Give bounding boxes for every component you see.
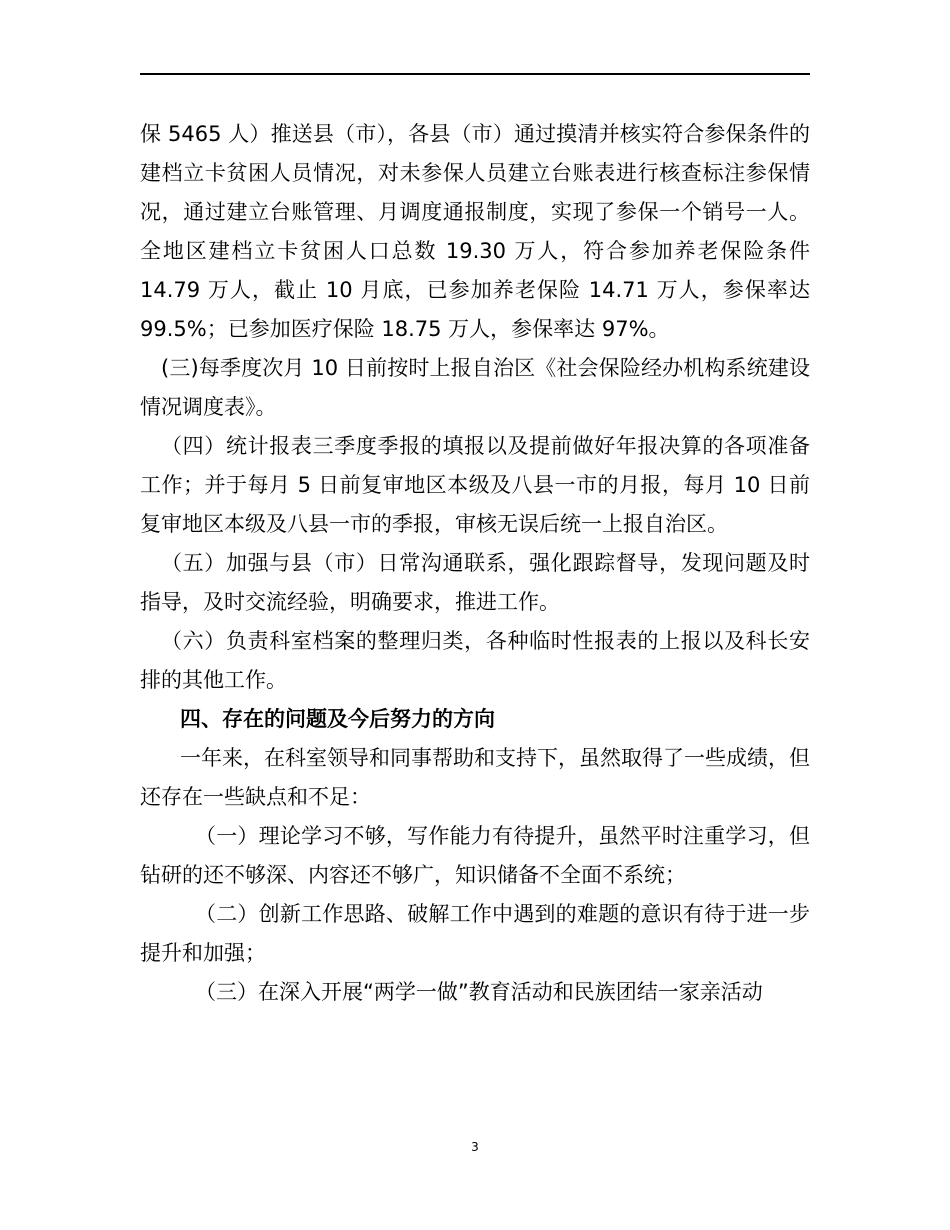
paragraph-enrollment-stats: 保 5465 人）推送县（市），各县（市）通过摸清并核实符合参保条件的建档立卡贫困人员情况，对未参保人员建立台账表进行核查标注参保情况，通过建立台账管理、月调度通报制度，实现了参保一个销号一人。全地区建档立卡贫困人口总数 19.30 万人，符合参加养老保险条件 14.79 万人，截止 10 月底，已参加养老保险 14.71 万人，参保率达 99.5%；已参加医疗保险 18.75 万人，参保率达 97%。: [140, 122, 810, 341]
paragraph-item-3: (三)每季度次月 10 日前按时上报自治区《社会保险经办机构系统建设情况调度表》。: [140, 356, 810, 419]
page-number: 3: [471, 1140, 479, 1154]
document-body: [140, 115, 810, 1012]
header-rule: [140, 73, 810, 75]
paragraph-item-5: （五）加强与县（市）日常沟通联系，强化跟踪督导，发现问题及时指导，及时交流经验，明确要求，推进工作。: [140, 551, 810, 614]
paragraph-problem-1: （一）理论学习不够，写作能力有待提升，虽然平时注重学习，但钻研的还不够深、内容还不够广，知识储备不全面不系统；: [140, 824, 810, 887]
paragraph-item-6: （六）负责科室档案的整理归类，各种临时性报表的上报以及科长安排的其他工作。: [140, 629, 810, 692]
paragraph-intro: 一年来，在科室领导和同事帮助和支持下，虽然取得了一些成绩，但还存在一些缺点和不足：: [140, 746, 810, 809]
paragraph-problem-3: （三）在深入开展“两学一做”教育活动和民族团结一家亲活动: [195, 980, 763, 1004]
paragraph-problem-2: （二）创新工作思路、破解工作中遇到的难题的意识有待于进一步提升和加强；: [140, 902, 810, 965]
section-heading-4: 四、存在的问题及今后努力的方向: [180, 707, 495, 731]
paragraph-item-4: （四）统计报表三季度季报的填报以及提前做好年报决算的各项准备工作；并于每月 5 日前复审地区本级及八县一市的月报，每月 10 日前复审地区本级及八县一市的季报，审核无误后统一上报自治区。: [140, 434, 810, 536]
